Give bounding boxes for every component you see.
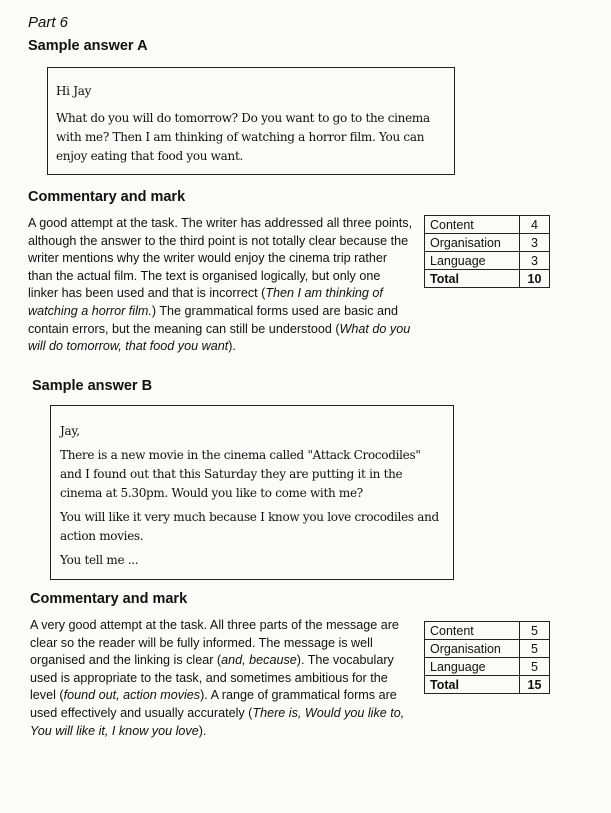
sample-b-commentary-heading: Commentary and mark — [30, 591, 188, 607]
commentary-text: A very good attempt at the task. All three parts of the message are clear so the reader will be fully informed. The message is well organised and the linking is clear ( — [30, 618, 399, 668]
marks-score: 10 — [520, 270, 550, 288]
sample-b-marks-table — [424, 621, 550, 694]
marks-label: Organisation — [425, 234, 520, 252]
marks-label: Language — [425, 252, 520, 270]
letter-body: You will like it very much because I know you love crocodiles and action movies. — [60, 510, 439, 543]
sample-a-marks-table — [424, 215, 550, 288]
marks-row — [425, 270, 550, 288]
commentary-text: ). — [228, 339, 236, 354]
marks-row — [425, 216, 550, 234]
marks-row — [425, 676, 550, 694]
marks-score: 5 — [520, 622, 550, 640]
letter-body: What do you will do tomorrow? Do you want to go to the cinema with me? Then I am thinking of watching a horror film. You can enjoy eating that food you want. — [56, 111, 430, 163]
commentary-example: and, because — [221, 653, 297, 668]
commentary-example: What do you will do tomorrow, that food you want — [28, 321, 411, 354]
commentary-text: ). A range of grammatical forms are used effectively and usually accurately ( — [30, 688, 397, 720]
letter-signoff: You tell me ... — [60, 553, 139, 567]
sample-a-commentary-heading: Commentary and mark — [28, 189, 186, 205]
marks-score: 5 — [520, 658, 550, 676]
sample-b-letter — [50, 405, 454, 580]
commentary-example: Then I am thinking of watching a horror film. — [28, 286, 383, 318]
marks-score: 4 — [520, 216, 550, 234]
sample-a-heading: Sample answer A — [28, 38, 148, 54]
marks-score: 3 — [520, 252, 550, 270]
commentary-text: ). The vocabulary used is appropriate to the task, and sometimes ambitious for the level ( — [30, 653, 394, 703]
marks-label: Content — [425, 216, 520, 234]
marks-row — [425, 622, 550, 640]
marks-label: Language — [425, 658, 520, 676]
marks-label: Organisation — [425, 640, 520, 658]
commentary-text: A good attempt at the task. The writer has addressed all three points, although the answer to the third point is not totally clear because the writer mentions why the writer would enjoy the cinema trip rather than the actual film. The text is organised logically, but only one linker has been used and that is incorrect ( — [28, 216, 413, 301]
sample-b-commentary — [30, 617, 413, 740]
letter-body: There is a new movie in the cinema called "Attack Crocodiles" and I found out that this Saturday they are putting it in the cinema at 5.30pm. Would you like to come with me? — [60, 448, 421, 500]
sample-b-heading: Sample answer B — [32, 378, 153, 394]
letter-greeting: Jay, — [60, 424, 80, 438]
commentary-example: found out, action movies — [63, 688, 201, 703]
letter-greeting: Hi Jay — [56, 84, 92, 98]
commentary-text: ). — [198, 723, 207, 738]
marks-score: 5 — [520, 640, 550, 658]
sample-a-letter — [47, 67, 455, 175]
marks-label: Total — [425, 676, 520, 694]
sample-a-commentary — [28, 215, 413, 356]
marks-score: 15 — [520, 676, 550, 694]
marks-row — [425, 640, 550, 658]
commentary-text: ) The grammatical forms used are basic and contain errors, but the meaning can still be understood ( — [28, 303, 399, 336]
marks-row — [425, 252, 550, 270]
commentary-example: There is, Would you like to, You will like it, I know you love — [30, 705, 405, 738]
part-label: Part 6 — [28, 14, 69, 31]
marks-row — [425, 234, 550, 252]
marks-label: Content — [425, 622, 520, 640]
marks-label: Total — [425, 270, 520, 288]
marks-row — [425, 658, 550, 676]
marks-score: 3 — [520, 234, 550, 252]
